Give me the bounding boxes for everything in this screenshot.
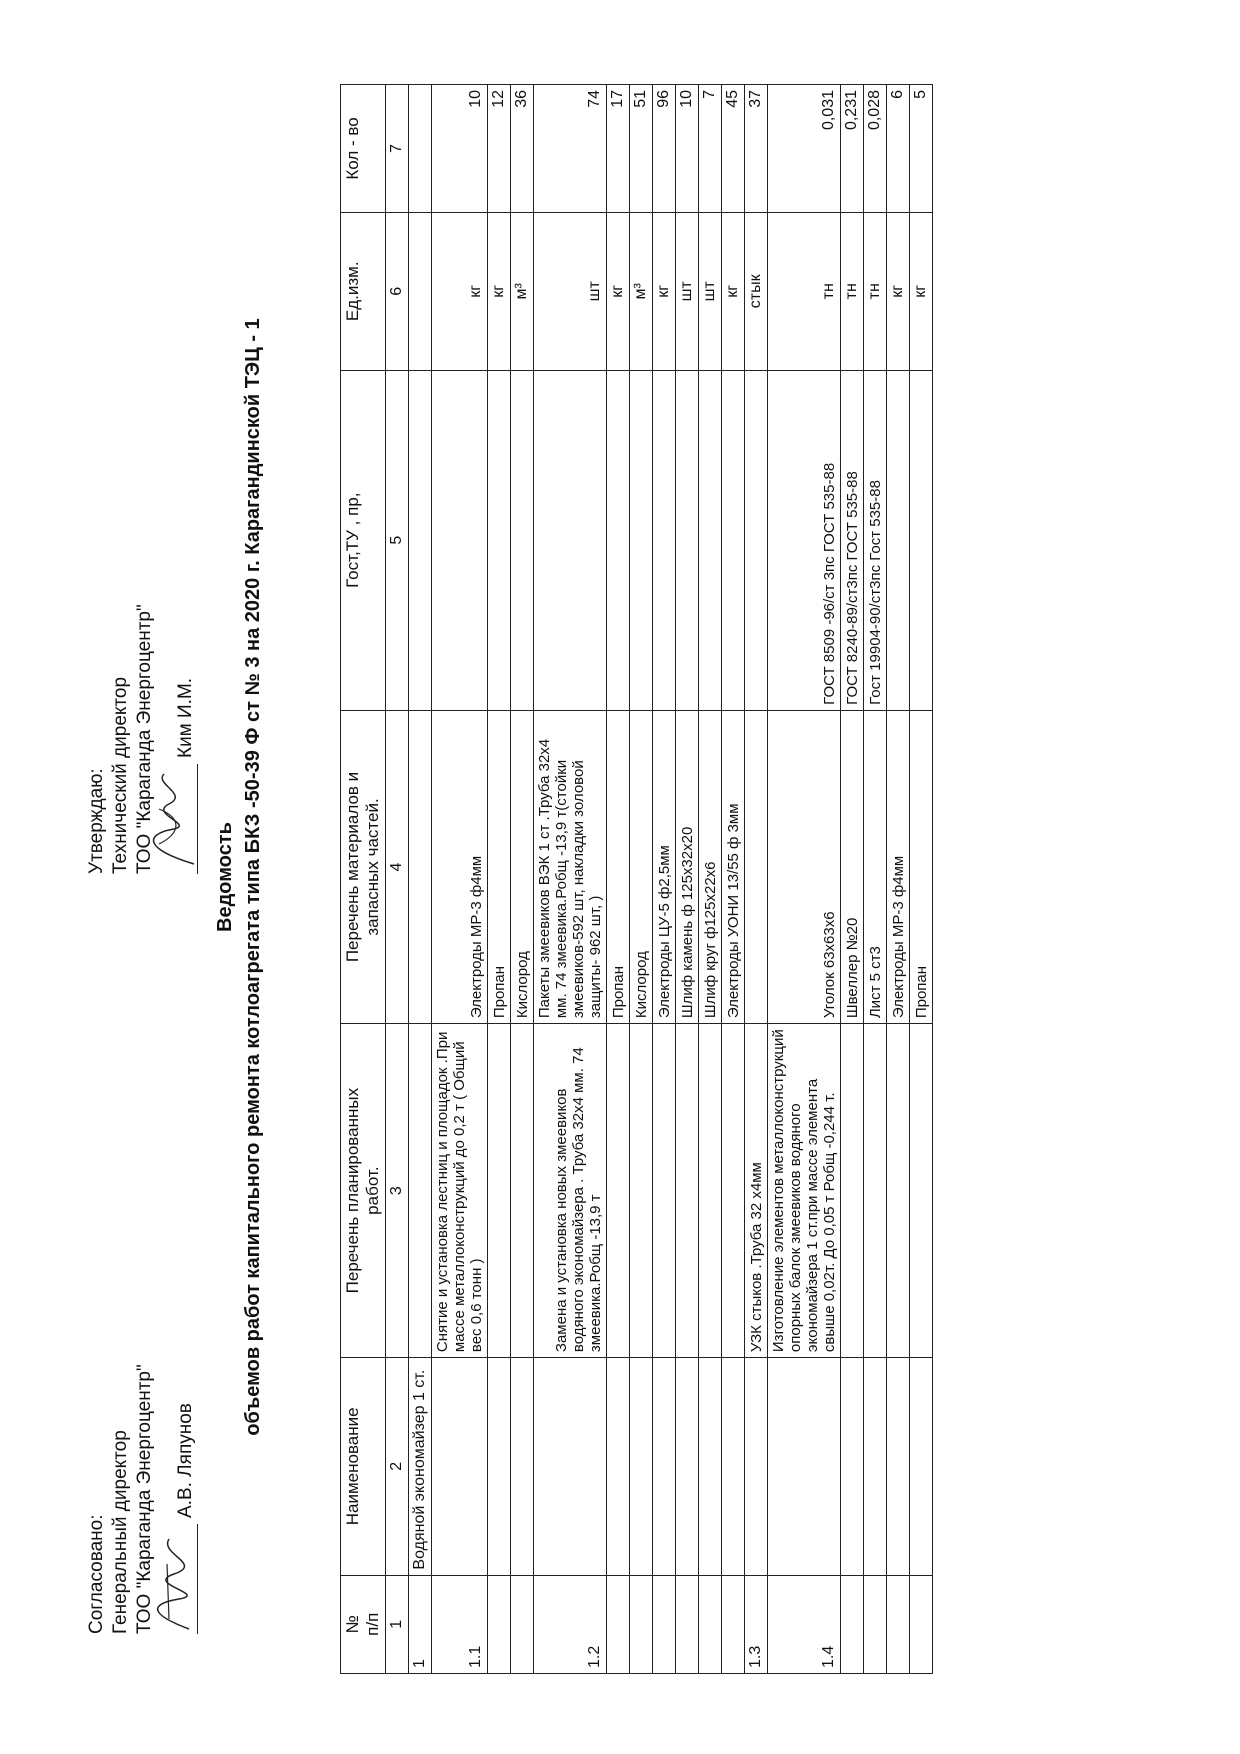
row-gost bbox=[676, 370, 699, 710]
row-gost: ГОСТ 8509 -96/ст 3пс ГОСТ 535-88 bbox=[768, 370, 841, 710]
row-no bbox=[722, 1575, 745, 1673]
row-work bbox=[887, 1024, 910, 1358]
section-row bbox=[409, 85, 432, 1674]
approval-right-caption: Утверждаю: bbox=[86, 768, 107, 874]
row-name bbox=[745, 1358, 768, 1575]
table-body bbox=[432, 85, 933, 1674]
row-qty: 74 bbox=[534, 85, 607, 213]
row-work bbox=[864, 1024, 887, 1358]
row-qty: 10 bbox=[432, 85, 488, 213]
row-unit: кг bbox=[910, 213, 933, 371]
table-row bbox=[699, 85, 722, 1674]
row-qty: 0,028 bbox=[864, 85, 887, 213]
row-unit: кг bbox=[607, 213, 630, 371]
row-no: 1.4 bbox=[768, 1575, 841, 1673]
row-material: Шлиф камень ф 125х32х20 bbox=[676, 710, 699, 1023]
row-unit: шт bbox=[676, 213, 699, 371]
row-name bbox=[432, 1358, 488, 1575]
row-work bbox=[722, 1024, 745, 1358]
row-qty: 7 bbox=[699, 85, 722, 213]
approval-right-signature-line bbox=[157, 604, 198, 874]
approval-right-position: Технический директор bbox=[110, 676, 131, 874]
row-unit: м³ bbox=[630, 213, 653, 371]
approval-block-left bbox=[85, 1364, 198, 1634]
row-name bbox=[864, 1358, 887, 1575]
row-no bbox=[699, 1575, 722, 1673]
approval-right-name: Ким И.М. bbox=[175, 677, 196, 758]
row-material: Пропан bbox=[488, 710, 511, 1023]
header-materials: Перечень материалов и запасных частей. bbox=[341, 710, 386, 1023]
row-gost bbox=[607, 370, 630, 710]
row-unit: стык bbox=[745, 213, 768, 371]
approval-left-name: А.В. Ляпунов bbox=[175, 1403, 196, 1518]
row-qty: 5 bbox=[910, 85, 933, 213]
row-gost bbox=[630, 370, 653, 710]
index-cell: 5 bbox=[386, 370, 409, 710]
row-gost bbox=[699, 370, 722, 710]
row-no bbox=[511, 1575, 534, 1673]
row-material: Уголок 63х63х6 bbox=[768, 710, 841, 1023]
row-gost bbox=[910, 370, 933, 710]
row-gost: Гост 19904-90/ст3пс Гост 535-88 bbox=[864, 370, 887, 710]
table-row bbox=[910, 85, 933, 1674]
row-name bbox=[841, 1358, 864, 1575]
row-work: Снятие и установка лестниц и площадок .При массе металлоконструкций до 0,2 т ( Общий вес 0,6 тонн ) bbox=[432, 1024, 488, 1358]
row-material: Швеллер №20 bbox=[841, 710, 864, 1023]
index-cell: 1 bbox=[386, 1575, 409, 1673]
index-cell: 2 bbox=[386, 1358, 409, 1575]
row-work bbox=[630, 1024, 653, 1358]
row-material: Электроды МР-3 ф4мм bbox=[887, 710, 910, 1023]
signature-right bbox=[157, 764, 198, 874]
row-material: Электроды МР-3 ф4мм bbox=[432, 710, 488, 1023]
table-row bbox=[653, 85, 676, 1674]
row-name bbox=[511, 1358, 534, 1575]
row-gost bbox=[511, 370, 534, 710]
table-row bbox=[745, 85, 768, 1674]
signature-scribble-right bbox=[139, 764, 199, 874]
row-gost bbox=[745, 370, 768, 710]
section-no: 1 bbox=[409, 1575, 432, 1673]
row-qty: 6 bbox=[887, 85, 910, 213]
row-no bbox=[630, 1575, 653, 1673]
row-work bbox=[910, 1024, 933, 1358]
row-qty: 12 bbox=[488, 85, 511, 213]
index-cell: 7 bbox=[386, 85, 409, 213]
row-work bbox=[676, 1024, 699, 1358]
row-no bbox=[607, 1575, 630, 1673]
table-row bbox=[607, 85, 630, 1674]
header-name: Наименование bbox=[341, 1358, 386, 1575]
row-no bbox=[676, 1575, 699, 1673]
row-qty: 0,031 bbox=[768, 85, 841, 213]
index-cell: 6 bbox=[386, 213, 409, 371]
document-title: Ведомость bbox=[214, 822, 236, 932]
row-unit: шт bbox=[534, 213, 607, 371]
row-unit: кг bbox=[488, 213, 511, 371]
row-name bbox=[630, 1358, 653, 1575]
row-gost bbox=[653, 370, 676, 710]
row-gost bbox=[534, 370, 607, 710]
signature-left bbox=[157, 1524, 198, 1634]
row-qty: 51 bbox=[630, 85, 653, 213]
row-qty: 17 bbox=[607, 85, 630, 213]
row-material: Электроды ЦУ-5 ф2,5мм bbox=[653, 710, 676, 1023]
table-row bbox=[676, 85, 699, 1674]
header-unit: Ед.изм. bbox=[341, 213, 386, 371]
header-gost: Гост,ТУ , пр, bbox=[341, 370, 386, 710]
row-work bbox=[653, 1024, 676, 1358]
table-row bbox=[768, 85, 841, 1674]
row-no: 1.1 bbox=[432, 1575, 488, 1673]
table-row bbox=[887, 85, 910, 1674]
approval-left-signature-line bbox=[157, 1364, 198, 1634]
row-name bbox=[722, 1358, 745, 1575]
row-no bbox=[488, 1575, 511, 1673]
row-material: Пропан bbox=[607, 710, 630, 1023]
row-gost bbox=[488, 370, 511, 710]
row-unit: тн bbox=[841, 213, 864, 371]
row-no: 1.3 bbox=[745, 1575, 768, 1673]
row-work bbox=[607, 1024, 630, 1358]
row-name bbox=[653, 1358, 676, 1575]
table-row bbox=[534, 85, 607, 1674]
row-name bbox=[488, 1358, 511, 1575]
row-gost bbox=[432, 370, 488, 710]
row-work: УЗК стыков .Труба 32 х4мм bbox=[745, 1024, 768, 1358]
row-material: Пропан bbox=[910, 710, 933, 1023]
header-qty: Кол - во bbox=[341, 85, 386, 213]
row-no bbox=[887, 1575, 910, 1673]
row-material: Кислород bbox=[511, 710, 534, 1023]
row-work bbox=[841, 1024, 864, 1358]
row-qty: 0,231 bbox=[841, 85, 864, 213]
approval-right-company: ТОО "Караганда Энергоцентр" bbox=[134, 604, 155, 874]
row-unit: кг bbox=[722, 213, 745, 371]
row-work: Изготовление элементов металлоконструкций опорных балок змеевиков водяного экономайзера 1 ст.при массе элемента свыше 0,02т. До 0,05 т Робщ -0,244 т. bbox=[768, 1024, 841, 1358]
table-row bbox=[841, 85, 864, 1674]
row-material bbox=[745, 710, 768, 1023]
row-material: Электроды УОНИ 13/55 ф 3мм bbox=[722, 710, 745, 1023]
row-no bbox=[910, 1575, 933, 1673]
row-work bbox=[488, 1024, 511, 1358]
header-row bbox=[341, 85, 386, 1674]
row-qty: 96 bbox=[653, 85, 676, 213]
row-name bbox=[607, 1358, 630, 1575]
table-row bbox=[511, 85, 534, 1674]
index-cell: 4 bbox=[386, 710, 409, 1023]
table-row bbox=[722, 85, 745, 1674]
approval-left-company: ТОО "Караганда Энергоцентр" bbox=[134, 1364, 155, 1634]
table-row bbox=[864, 85, 887, 1674]
row-material: Лист 5 ст3 bbox=[864, 710, 887, 1023]
signature-scribble-left bbox=[139, 1524, 199, 1634]
approval-block-right bbox=[85, 604, 198, 874]
row-work bbox=[511, 1024, 534, 1358]
row-gost bbox=[722, 370, 745, 710]
index-row bbox=[386, 85, 409, 1674]
row-name bbox=[887, 1358, 910, 1575]
row-qty: 10 bbox=[676, 85, 699, 213]
row-qty: 45 bbox=[722, 85, 745, 213]
table-row bbox=[630, 85, 653, 1674]
row-unit: тн bbox=[864, 213, 887, 371]
row-material: Кислород bbox=[630, 710, 653, 1023]
row-work bbox=[699, 1024, 722, 1358]
header-work: Перечень планированных работ. bbox=[341, 1024, 386, 1358]
row-name bbox=[768, 1358, 841, 1575]
row-no bbox=[864, 1575, 887, 1673]
row-unit: кг bbox=[432, 213, 488, 371]
row-no bbox=[653, 1575, 676, 1673]
header-no: № п/п bbox=[341, 1575, 386, 1673]
row-material: Пакеты змеевиков ВЭК 1 ст .Труба 32х4 мм. 74 змеевика.Робщ -13,9 т(стойки змеевиков-592 шт, накладки золовой защиты- 962 шт, ) bbox=[534, 710, 607, 1023]
index-cell: 3 bbox=[386, 1024, 409, 1358]
row-no bbox=[841, 1575, 864, 1673]
table-row bbox=[432, 85, 488, 1674]
row-unit: тн bbox=[768, 213, 841, 371]
section-name: Водяной экономайзер 1 ст. bbox=[409, 1358, 432, 1575]
row-name bbox=[699, 1358, 722, 1575]
row-qty: 37 bbox=[745, 85, 768, 213]
row-unit: м³ bbox=[511, 213, 534, 371]
row-gost: ГОСТ 8240-89/ст3пс ГОСТ 535-88 bbox=[841, 370, 864, 710]
row-gost bbox=[887, 370, 910, 710]
row-unit: шт bbox=[699, 213, 722, 371]
row-unit: кг bbox=[887, 213, 910, 371]
row-name bbox=[910, 1358, 933, 1575]
approval-left-position: Генеральный директор bbox=[110, 1430, 131, 1634]
row-qty: 36 bbox=[511, 85, 534, 213]
row-unit: кг bbox=[653, 213, 676, 371]
document-subtitle: объемов работ капитального ремонта котлоагрегата типа БКЗ -50-39 Ф ст № 3 на 2020 г. Карагандинской ТЭЦ - 1 bbox=[242, 318, 264, 1436]
row-no: 1.2 bbox=[534, 1575, 607, 1673]
table-row bbox=[488, 85, 511, 1674]
approval-left-caption: Согласовано: bbox=[86, 1514, 107, 1634]
row-material: Шлиф круг ф125х22х6 bbox=[699, 710, 722, 1023]
row-work: Замена и установка новых змеевиков водяного экономайзера . Труба 32х4 мм. 74 змеевика.Робщ -13,9 т bbox=[534, 1024, 607, 1358]
row-name bbox=[676, 1358, 699, 1575]
works-table bbox=[340, 84, 933, 1674]
row-name bbox=[534, 1358, 607, 1575]
